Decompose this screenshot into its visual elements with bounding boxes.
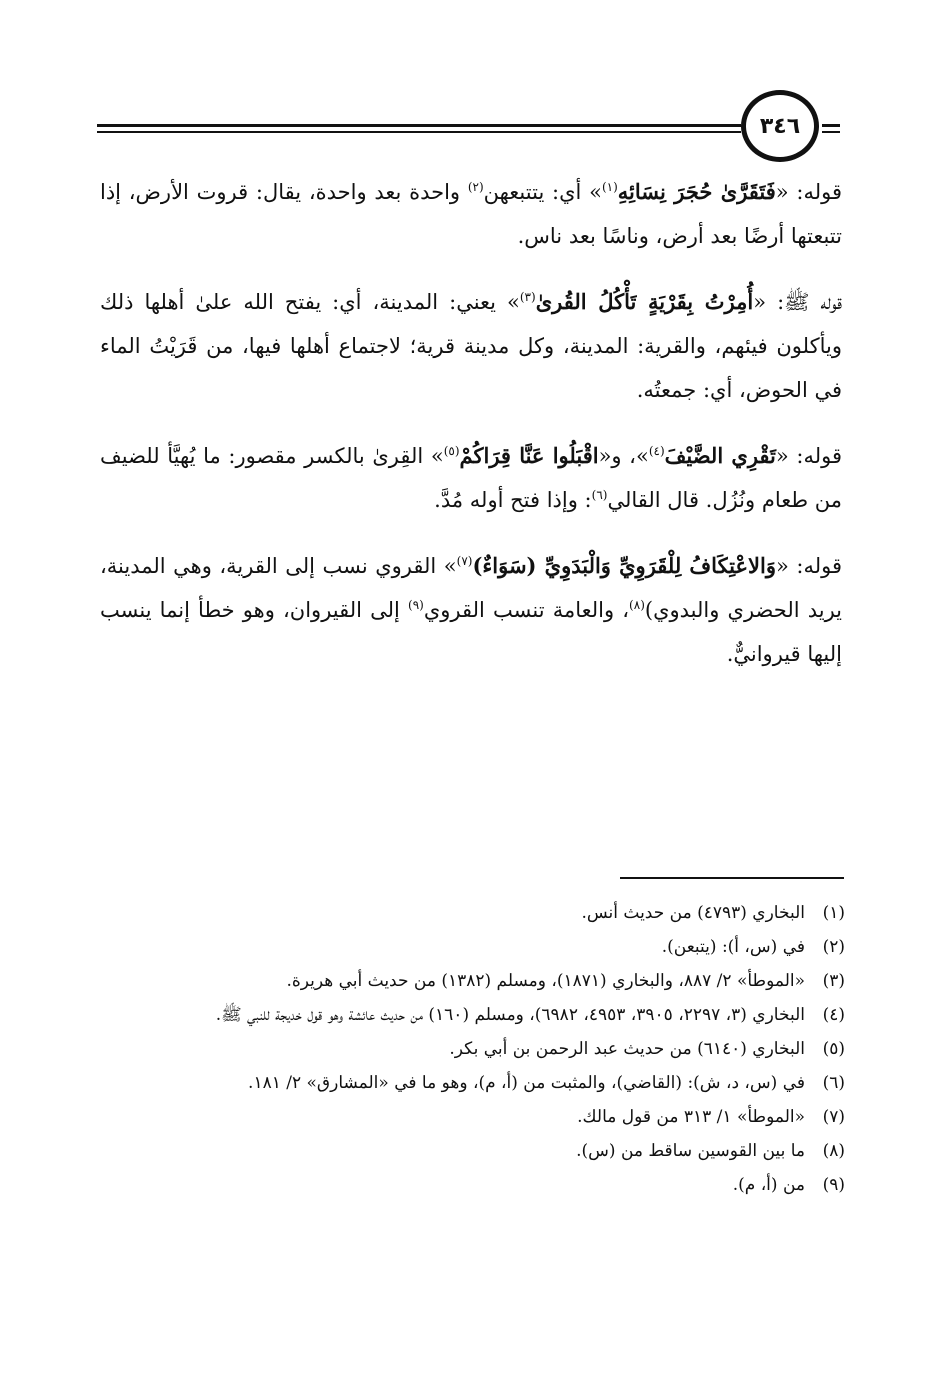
footnotes	[100, 896, 845, 1202]
header-rule-top	[97, 124, 741, 127]
footnote-ref: (٢)	[467, 180, 484, 194]
footnote	[100, 964, 845, 998]
footnote-text: في (س، د، ش): (القاضي)، والمثبت من (أ، م)، وهو ما في «المشارق» ٢/ ١٨١.	[248, 1073, 805, 1093]
footnote-number: (٥)	[822, 1039, 845, 1059]
page-number: ٣٤٦	[741, 90, 819, 162]
footnote-ref: (١)	[601, 180, 618, 194]
page-header	[0, 88, 946, 168]
footnote-ref: (٥)	[443, 444, 460, 458]
paragraph-2	[100, 280, 842, 412]
main-text	[100, 170, 842, 690]
footnote-number: (٧)	[822, 1107, 845, 1127]
paragraph-3	[100, 434, 842, 522]
text-run: » القروي نسب إلى القرية، وهي المدينة، يريد الحضري والبدوي)	[100, 554, 842, 622]
footnote-ref: (٣)	[519, 290, 536, 304]
footnote-text: ما بين القوسين ساقط من (س).	[576, 1141, 805, 1161]
text-run: : وإذا فتح أوله مُدَّ.	[434, 488, 592, 512]
paragraph-4	[100, 544, 842, 676]
footnote-ref: (٤)	[648, 444, 665, 458]
footnote	[100, 1032, 845, 1066]
footnote-text: البخاري (٦١٤٠) من حديث عبد الرحمن بن أبي بكر.	[449, 1039, 805, 1059]
footnote-text: البخاري (٤٧٩٣) من حديث أنس.	[581, 903, 805, 923]
text-run: »، و«	[598, 444, 649, 468]
footnote-number: (١)	[822, 903, 845, 923]
footnote-ref: (٩)	[408, 598, 424, 612]
footnote-number: (٦)	[822, 1073, 845, 1093]
text-run: قوله: «	[776, 554, 842, 578]
header-rule-stub-top	[822, 124, 840, 127]
text-run: إلى القيروان، وهو خطأ إنما ينسب إليها قيروانيٌّ.	[100, 598, 842, 666]
paragraph-1	[100, 170, 842, 258]
hadith-quote: اقْبَلُوا عَنَّا قِرَاكُمْ	[459, 443, 599, 468]
footnote-text: في (س، أ): (يتبعن).	[661, 937, 805, 957]
hadith-quote: فَتَقَرَّىٰ حُجَرَ نِسَائِهِ	[617, 179, 776, 204]
hadith-quote: وَالاعْتِكَافُ لِلْقَرَوِيِّ وَالْبَدَوِيِّ (سَوَاءٌ)	[472, 553, 776, 578]
footnote-text: البخاري (٣، ٢٢٩٧، ٣٩٠٥، ٤٩٥٣، ٦٩٨٢)، ومسلم (١٦٠) من حديث عائشة وهو قول خديجة للنبي ﷺ.	[215, 1005, 805, 1025]
footnote-separator	[620, 877, 844, 879]
text-run: قوله: «	[775, 180, 842, 204]
text-run: » القِرىٰ بالكسر مقصور: ما يُهيَّأ للضيف من طعام ونُزُل. قال القالي	[100, 444, 842, 512]
text-run: ، والعامة تنسب القروي	[423, 598, 630, 622]
footnote	[100, 1134, 845, 1168]
footnote-number: (٤)	[822, 1005, 845, 1025]
footnote	[100, 930, 845, 964]
footnote-ref: (٨)	[629, 598, 645, 612]
hadith-quote: أُمِرْتُ بِقَرْيَةٍ تَأْكُلُ القُرىٰ	[535, 289, 754, 314]
footnote-number: (٨)	[822, 1141, 845, 1161]
footnote	[100, 1066, 845, 1100]
footnote	[100, 998, 845, 1032]
hadith-quote: تَقْرِي الضَّيْفَ	[664, 443, 776, 468]
footnote-number: (٣)	[822, 971, 845, 991]
text-run: قوله: «	[775, 444, 842, 468]
text-run: » يعني: المدينة، أي: يفتح الله علىٰ أهلها ذلك ويأكلون فيئهم، والقرية: المدينة، وكل مدينة قرية؛ لاجتماع أهلها فيها، من قَرَيْتُ الماء في الحوض، أي: جمعتُه.	[100, 290, 842, 402]
footnote	[100, 1168, 845, 1202]
footnote-text: من (أ، م).	[732, 1175, 805, 1195]
footnote-ref: (٧)	[456, 554, 473, 568]
footnote-number: (٢)	[822, 937, 845, 957]
footnote-text: «الموطأ» ١/ ٣١٣ من قول مالك.	[577, 1107, 805, 1127]
text-run: واحدة بعد واحدة، يقال: قروت الأرض، إذا تتبعتها أرضًا بعد أرض، وناسًا بعد ناس.	[100, 180, 842, 248]
header-rule-bottom	[97, 131, 741, 133]
footnote-number: (٩)	[822, 1175, 845, 1195]
text-run: قوله ﷺ: «	[753, 290, 842, 314]
footnote-text: «الموطأ» ٢/ ٨٨٧، والبخاري (١٨٧١)، ومسلم (١٣٨٢) من حديث أبي هريرة.	[286, 971, 805, 991]
footnote	[100, 1100, 845, 1134]
text-run: » أي: يتتبعهن	[483, 180, 602, 204]
header-rule-stub-bottom	[822, 131, 840, 133]
footnote	[100, 896, 845, 930]
footnote-ref: (٦)	[591, 488, 608, 502]
